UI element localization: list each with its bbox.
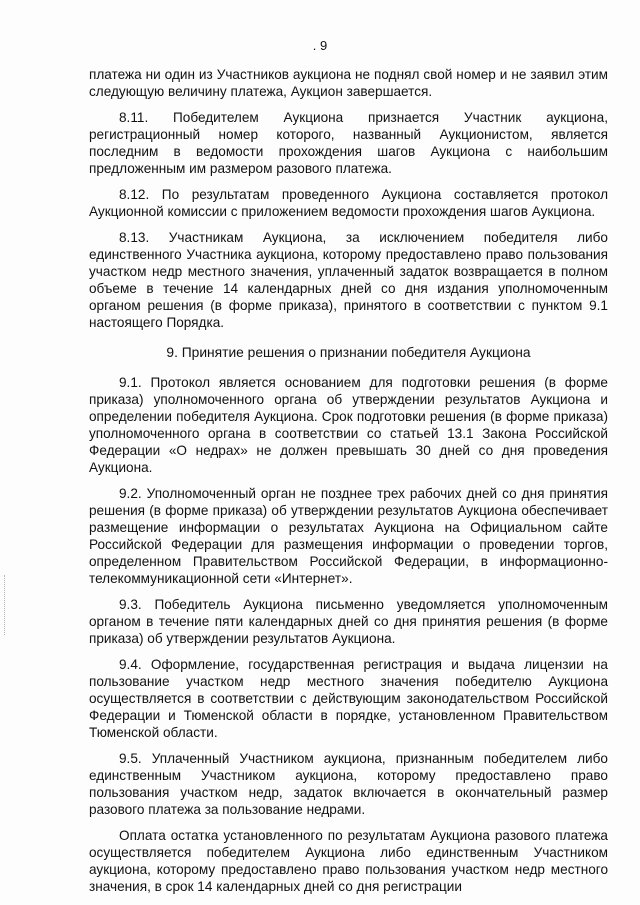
page-number: . 9 (312, 38, 328, 53)
paragraph-9-2: 9.2. Уполномоченный орган не позднее трех рабочих дней со дня принятия решения (в форме приказа) об утверждении результатов Аукциона обеспечивает размещение информации о результатах Аукциона на Официальном сайте Российской Федерации для размещения информации о проведении торгов, определенном Правительством Российской Федерации, в информационно-телекоммуникационной сети «Интернет». (89, 486, 608, 586)
section-heading: 9. Принятие решения о признании победителя Аукциона (166, 345, 531, 360)
paragraph-9-3: 9.3. Победитель Аукциона письменно уведомляется уполномоченным органом в течение пяти календарных дней со дня принятия решения (в форме приказа) об утверждении результатов Аукциона. (89, 597, 608, 646)
document-body (89, 66, 608, 904)
margin-scan-mark (4, 575, 6, 635)
paragraph-9-4: 9.4. Оформление, государственная регистрация и выдача лицензии на пользование участком недр местного значения победителю Аукциона осуществляется в соответствии с действующим законодательством Российской Федерации и Тюменской области в порядке, установленном Правительством Тюменской области. (89, 657, 608, 740)
paragraph-8-11: 8.11. Победителем Аукциона признается Участник аукциона, регистрационный номер которого, названный Аукционистом, является последним в ведомости прохождения шагов Аукциона с наибольшим предложенным им размером разового платежа. (89, 110, 608, 176)
paragraph-8-13: 8.13. Участникам Аукциона, за исключением победителя либо единственного Участника аукциона, которому предоставлено право пользования участком недр местного значения, уплаченный задаток возвращается в полном объеме в течение 14 календарных дней со дня издания уполномоченным органом решения (в форме приказа), принятого в соответствии с пунктом 9.1 настоящего Порядка. (89, 230, 608, 330)
paragraph-9-5: 9.5. Уплаченный Участником аукциона, признанным победителем либо единственным Участником аукциона, которому предоставлено право пользования участком недр, задаток включается в окончательный размер разового платежа за пользование недрами. (89, 751, 608, 817)
paragraph-9-1: 9.1. Протокол является основанием для подготовки решения (в форме приказа) уполномоченного органа об утверждении результатов Аукциона и определении победителя Аукциона. Срок подготовки решения (в форме приказа) уполномоченного органа в соответствии со статьей 13.1 Закона Российской Федерации «О недрах» не должен превышать 30 дней со дня проведения Аукциона. (89, 375, 608, 475)
paragraph-8-12: 8.12. По результатам проведенного Аукциона составляется протокол Аукционной комиссии с приложением ведомости прохождения шагов Аукциона. (89, 187, 608, 219)
paragraph-payment-balance: Оплата остатка установленного по результатам Аукциона разового платежа осуществляется победителем Аукциона либо единственным Участником аукциона, которому предоставлено право пользования участком недр местного значения, в срок 14 календарных дней со дня регистрации (89, 828, 608, 894)
paragraph-continuation: платежа ни один из Участников аукциона не поднял свой номер и не заявил этим следующую величину платежа, Аукцион завершается. (89, 67, 608, 99)
